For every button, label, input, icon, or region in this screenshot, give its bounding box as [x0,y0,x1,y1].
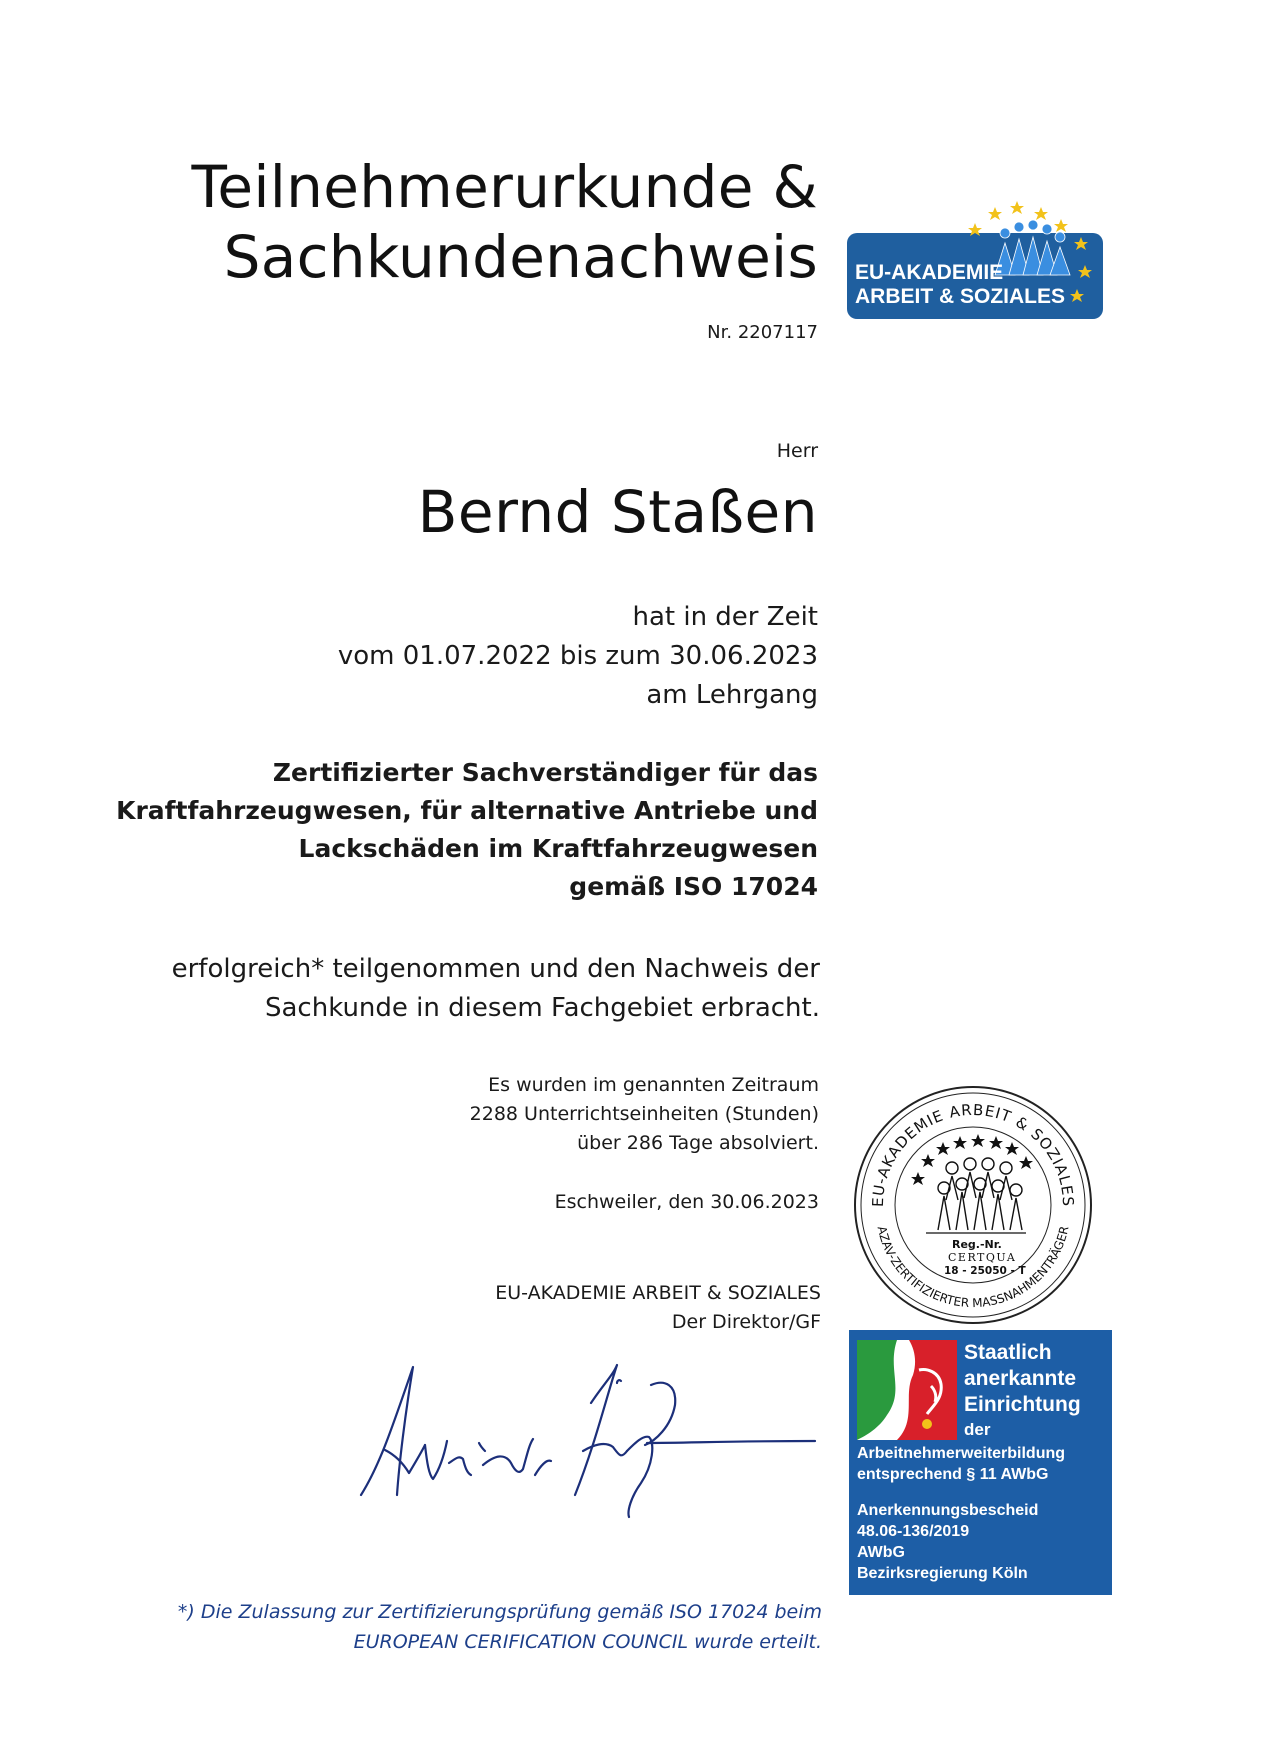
certificate-title [191,152,818,292]
nrw-bottom-1: Anerkennungsbescheid [857,1502,1039,1519]
seal-reg-label: Reg.-Nr. [952,1238,1002,1251]
nrw-recognition-badge [849,1330,1112,1595]
footnote-line-2: EUROPEAN CERIFICATION COUNCIL wurde erteilt. [353,1631,822,1653]
course-line-4: gemäß ISO 17024 [569,872,818,901]
seal-reg-number: 18 - 25050 - T [944,1265,1026,1277]
issuer [495,1279,821,1337]
result-statement [172,950,820,1028]
certificate-number: Nr. 2207117 [707,322,818,343]
nrw-bottom-4: Bezirksregierung Köln [857,1565,1028,1582]
signature [355,1355,825,1525]
seal-reg-org: CERTQUA [948,1251,1017,1264]
nrw-heading-2: anerkannte [964,1367,1077,1390]
nrw-bottom-3: AWbG [857,1544,905,1561]
nrw-heading-3: Einrichtung [964,1393,1081,1416]
period-line-2: vom 01.07.2022 bis zum 30.06.2023 [337,641,818,671]
nrw-middle-1: Arbeitnehmerweiterbildung [857,1445,1066,1462]
salutation: Herr [776,440,818,462]
nrw-der: der [964,1420,991,1439]
period-line-3: am Lehrgang [646,680,818,710]
course-line-3: Lackschäden im Kraftfahrzeugwesen [298,834,818,863]
issuer-role: Der Direktor/GF [671,1311,821,1333]
result-line-1: erfolgreich* teilgenommen und den Nachweis der [171,954,820,984]
seal-bottom-text: AZAV-ZERTIFIZIERTER MASSNAHMENTRÄGER [874,1224,1072,1311]
result-line-2: Sachkunde in diesem Fachgebiet erbracht. [264,993,820,1023]
logo-line-1: EU-AKADEMIE [855,261,1004,284]
period-line-1: hat in der Zeit [632,602,818,632]
nrw-heading-1: Staatlich [964,1341,1052,1364]
hours-statement [470,1071,819,1158]
nrw-bottom-2: 48.06-136/2019 [857,1523,970,1540]
nrw-middle [857,1443,1065,1485]
title-line-1: Teilnehmerurkunde & [191,153,818,221]
seal-top-text: EU-AKADEMIE ARBEIT & SOZIALES [868,1100,1078,1208]
hours-line-2: 2288 Unterrichtseinheiten (Stunden) [469,1103,819,1125]
course-line-1: Zertifizierter Sachverständiger für das [272,758,818,787]
course-period [338,598,818,715]
footnote [178,1597,822,1657]
issuer-name: EU-AKADEMIE ARBEIT & SOZIALES [495,1282,821,1304]
logo-line-2: ARBEIT & SOZIALES [855,285,1066,308]
eu-akademie-logo [845,195,1105,325]
nrw-coat-of-arms-icon [857,1340,957,1440]
nrw-bottom [857,1500,1038,1584]
hours-line-3: über 286 Tage absolviert. [577,1132,819,1154]
title-line-2: Sachkundenachweis [223,223,818,291]
participant-name: Bernd Staßen [417,478,818,546]
place-date: Eschweiler, den 30.06.2023 [554,1191,819,1213]
hours-line-1: Es wurden im genannten Zeitraum [488,1074,819,1096]
footnote-line-1: *) Die Zulassung zur Zertifizierungsprüfung gemäß ISO 17024 beim [177,1601,822,1623]
course-line-2: Kraftfahrzeugwesen, für alternative Antriebe und [116,796,818,825]
nrw-heading [964,1340,1081,1418]
nrw-middle-2: entsprechend § 11 AWbG [857,1466,1049,1483]
course-title [116,754,818,906]
certification-seal [848,1080,1098,1330]
